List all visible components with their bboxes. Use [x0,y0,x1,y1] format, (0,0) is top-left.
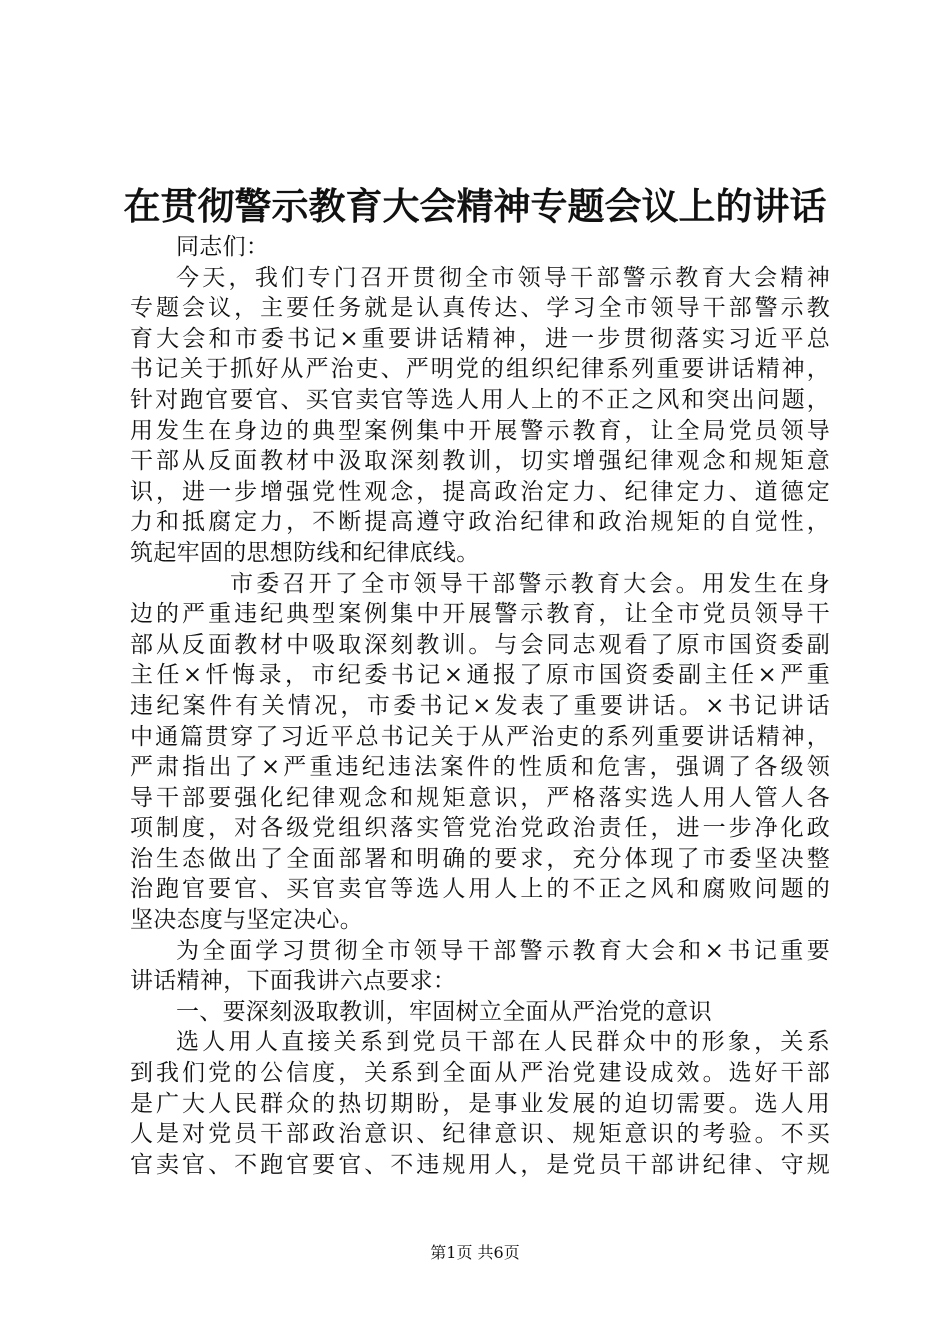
paragraph-2-line: 坚决态度与坚定决心。 [130,907,363,934]
paragraph-3-line: 为全面学习贯彻全市领导干部警示教育大会和×书记重要 [176,937,830,964]
paragraph-1-line: 今天，我们专门召开贯彻全市领导干部警示教育大会精神 [176,264,830,291]
paragraph-2-line: 违纪案件有关情况，市委书记×发表了重要讲话。×书记讲话 [130,692,830,719]
paragraph-2-line: 严肃指出了×严重违纪违法案件的性质和危害，强调了各级领 [130,754,830,781]
salutation-line: 同志们： [176,234,270,260]
paragraph-2-line: 部从反面教材中吸取深刻教训。与会同志观看了原市国资委副 [130,631,830,658]
paragraph-2-line: 项制度，对各级党组织落实管党治党政治责任，进一步净化政 [130,815,830,842]
paragraph-2-line: 导干部要强化纪律观念和规矩意识，严格落实选人用人管人各 [130,784,830,811]
paragraph-1-line: 用发生在身边的典型案例集中开展警示教育，让全局党员领导 [130,417,830,444]
paragraph-1-line: 筑起牢固的思想防线和纪律底线。 [130,539,480,566]
paragraph-4-line: 人是对党员干部政治意识、纪律意识、规矩意识的考验。不买 [130,1121,830,1148]
paragraph-1-line: 力和抵腐定力，不断提高遵守政治纪律和政治规矩的自觉性， [130,509,830,536]
paragraph-2-line: 主任×忏悔录，市纪委书记×通报了原市国资委副主任×严重 [130,662,830,689]
page-footer: 第1页 共6页 [430,1243,520,1262]
paragraph-1-line: 书记关于抓好从严治吏、严明党的组织纪律系列重要讲话精神， [130,356,830,383]
paragraph-4-line: 是广大人民群众的热切期盼，是事业发展的迫切需要。选人用 [130,1090,830,1117]
document-title: 在贯彻警示教育大会精神专题会议上的讲话 [123,184,827,228]
paragraph-1-line: 育大会和市委书记×重要讲话精神，进一步贯彻落实习近平总 [130,325,830,352]
section-heading: 一、要深刻汲取教训，牢固树立全面从严治党的意识 [176,998,712,1025]
paragraph-1-line: 干部从反面教材中汲取深刻教训，切实增强纪律观念和规矩意 [130,448,830,475]
document-body [130,232,830,1180]
paragraph-1-line: 识，进一步增强党性观念，提高政治定力、纪律定力、道德定 [130,478,830,505]
paragraph-2-line: 治跑官要官、买官卖官等选人用人上的不正之风和腐败问题的 [130,876,830,903]
paragraph-1-line: 针对跑官要官、买官卖官等选人用人上的不正之风和突出问题， [130,386,830,413]
paragraph-2-line: 市委召开了全市领导干部警示教育大会。用发生在身 [230,570,830,597]
paragraph-4-line: 选人用人直接关系到党员干部在人民群众中的形象，关系 [176,1029,830,1056]
paragraph-3-line: 讲话精神，下面我讲六点要求： [130,968,457,995]
paragraph-2-line: 边的严重违纪典型案例集中开展警示教育，让全市党员领导干 [130,601,830,628]
paragraph-4-line: 到我们党的公信度，关系到全面从严治党建设成效。选好干部 [130,1060,830,1087]
paragraph-1-line: 专题会议，主要任务就是认真传达、学习全市领导干部警示教 [130,295,830,322]
paragraph-2-line: 中通篇贯穿了习近平总书记关于从严治吏的系列重要讲话精神， [130,723,830,750]
paragraph-2-line: 治生态做出了全面部署和明确的要求，充分体现了市委坚决整 [130,845,830,872]
paragraph-4-line: 官卖官、不跑官要官、不违规用人，是党员干部讲纪律、守规 [130,1151,830,1178]
